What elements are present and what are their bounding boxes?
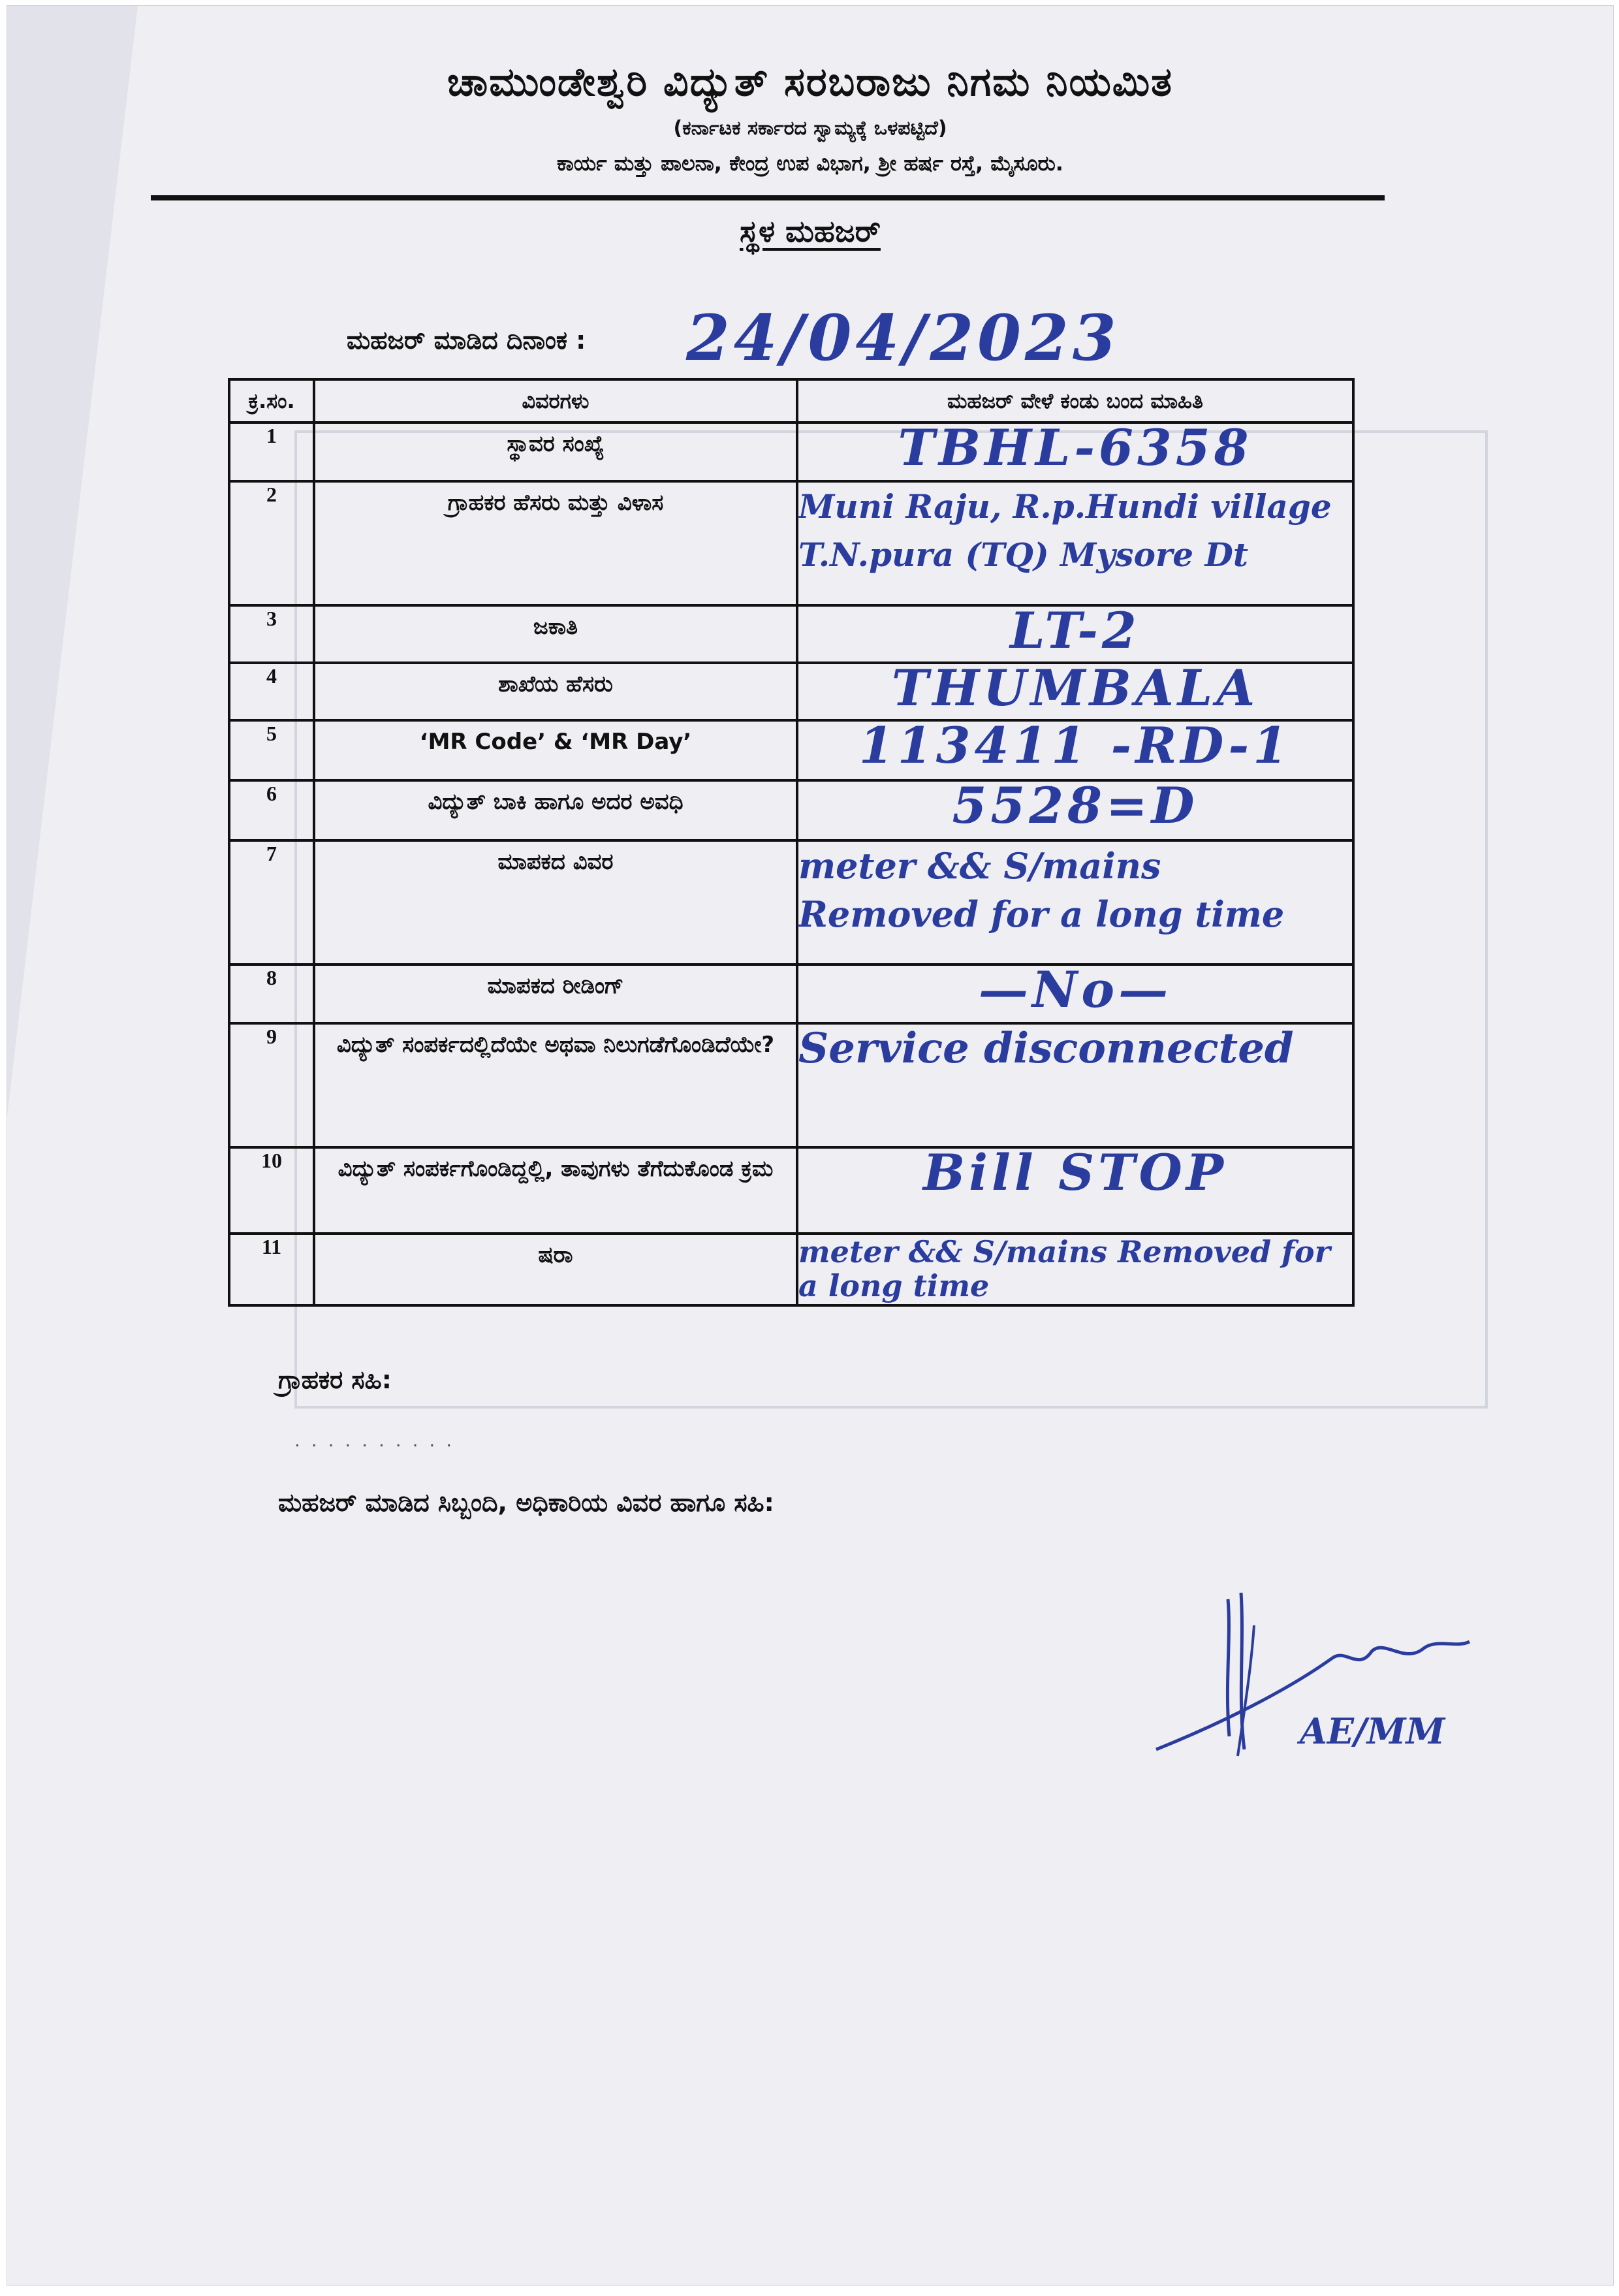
signature-text: AE/MM <box>1300 1710 1445 1752</box>
header-sl: ಕ್ರ.ಸಂ. <box>229 379 314 423</box>
row-number: 7 <box>229 840 314 965</box>
row-value: TBHL-6358 <box>797 423 1353 481</box>
row-label: ಗ್ರಾಹಕರ ಹೆಸರು ಮತ್ತು ವಿಳಾಸ <box>314 481 797 605</box>
row-number: 9 <box>229 1023 314 1147</box>
row-value: 113411 -RD-1 <box>797 720 1353 780</box>
header-rule <box>151 195 1385 200</box>
row-label: ವಿದ್ಯುತ್ ಬಾಕಿ ಹಾಗೂ ಅದರ ಅವಧಿ <box>314 780 797 840</box>
table-row <box>229 965 1353 1023</box>
row-value: THUMBALA <box>797 663 1353 720</box>
row-number: 4 <box>229 663 314 720</box>
row-label: ಮಾಪಕದ ವಿವರ <box>314 840 797 965</box>
table-row <box>229 1023 1353 1147</box>
row-number: 11 <box>229 1234 314 1305</box>
header-observed: ಮಹಜರ್ ವೇಳೆ ಕಂಡು ಬಂದ ಮಾಹಿತಿ <box>797 379 1353 423</box>
row-value: meter && S/mains Removed for a long time <box>797 840 1353 965</box>
signature-dots: . . . . . . . . . . <box>294 1429 455 1451</box>
row-number: 6 <box>229 780 314 840</box>
row-value: Service disconnected <box>797 1023 1353 1147</box>
row-label: ಸ್ಥಾವರ ಸಂಖ್ಯೆ <box>314 423 797 481</box>
consumer-signature-label: ಗ್ರಾಹಕರ ಸಹಿ: <box>278 1365 392 1394</box>
table-header-row <box>229 379 1353 423</box>
row-label: ಷರಾ <box>314 1234 797 1305</box>
table-row <box>229 423 1353 481</box>
table-row <box>229 780 1353 840</box>
row-label: ಶಾಖೆಯ ಹೆಸರು <box>314 663 797 720</box>
row-number: 5 <box>229 720 314 780</box>
table-row <box>229 481 1353 605</box>
header-particulars: ವಿವರಗಳು <box>314 379 797 423</box>
row-value: LT-2 <box>797 605 1353 663</box>
date-label: ಮಹಜರ್ ಮಾಡಿದ ದಿನಾಂಕ : <box>347 326 586 355</box>
row-label: ಜಕಾತಿ <box>314 605 797 663</box>
table-row <box>229 840 1353 965</box>
table-row <box>229 1234 1353 1305</box>
staff-signature-label: ಮಹಜರ್ ಮಾಡಿದ ಸಿಬ್ಬಂದಿ, ಅಧಿಕಾರಿಯ ವಿವರ ಹಾಗೂ ಸಹಿ: <box>278 1488 774 1517</box>
table-row <box>229 605 1353 663</box>
row-value: Bill STOP <box>797 1147 1353 1234</box>
row-label: ವಿದ್ಯುತ್ ಸಂಪರ್ಕದಲ್ಲಿದೆಯೇ ಅಥವಾ ನಿಲುಗಡೆಗೊಂಡಿದೆಯೇ? <box>314 1023 797 1147</box>
mahazar-table <box>228 378 1355 1307</box>
row-number: 3 <box>229 605 314 663</box>
row-label: ‘MR Code’ & ‘MR Day’ <box>314 720 797 780</box>
org-subtitle: (ಕರ್ನಾಟಕ ಸರ್ಕಾರದ ಸ್ವಾಮ್ಯಕ್ಕೆ ಒಳಪಟ್ಟಿದೆ) <box>673 117 947 140</box>
table-row <box>229 1147 1353 1234</box>
row-value: Muni Raju, R.p.Hundi village T.N.pura (TQ) Mysore Dt <box>797 481 1353 605</box>
row-value: meter && S/mains Removed for a long time <box>797 1234 1353 1305</box>
row-value: 5528=D <box>797 780 1353 840</box>
row-label: ಮಾಪಕದ ರೀಡಿಂಗ್ <box>314 965 797 1023</box>
org-name: ಚಾಮುಂಡೇಶ್ವರಿ ವಿದ್ಯುತ್ ಸರಬರಾಜು ನಿಗಮ ನಿಯಮಿತ <box>447 59 1173 105</box>
date-value: 24/04/2023 <box>686 301 1120 375</box>
row-number: 8 <box>229 965 314 1023</box>
document-title: ಸ್ಥಳ ಮಹಜರ್ <box>740 214 881 249</box>
row-value: —No— <box>797 965 1353 1023</box>
row-number: 10 <box>229 1147 314 1234</box>
table-row <box>229 663 1353 720</box>
document-page <box>7 5 1614 2286</box>
row-number: 1 <box>229 423 314 481</box>
row-number: 2 <box>229 481 314 605</box>
org-address: ಕಾರ್ಯ ಮತ್ತು ಪಾಲನಾ, ಕೇಂದ್ರ ಉಪ ವಿಭಾಗ, ಶ್ರೀ ಹರ್ಷ ರಸ್ತೆ, ಮೈಸೂರು. <box>557 151 1063 176</box>
table-row <box>229 720 1353 780</box>
row-label: ವಿದ್ಯುತ್ ಸಂಪರ್ಕಗೊಂಡಿದ್ದಲ್ಲಿ, ತಾವುಗಳು ತೆಗೆದುಕೊಂಡ ಕ್ರಮ <box>314 1147 797 1234</box>
signature-scribble <box>1117 1586 1483 1782</box>
